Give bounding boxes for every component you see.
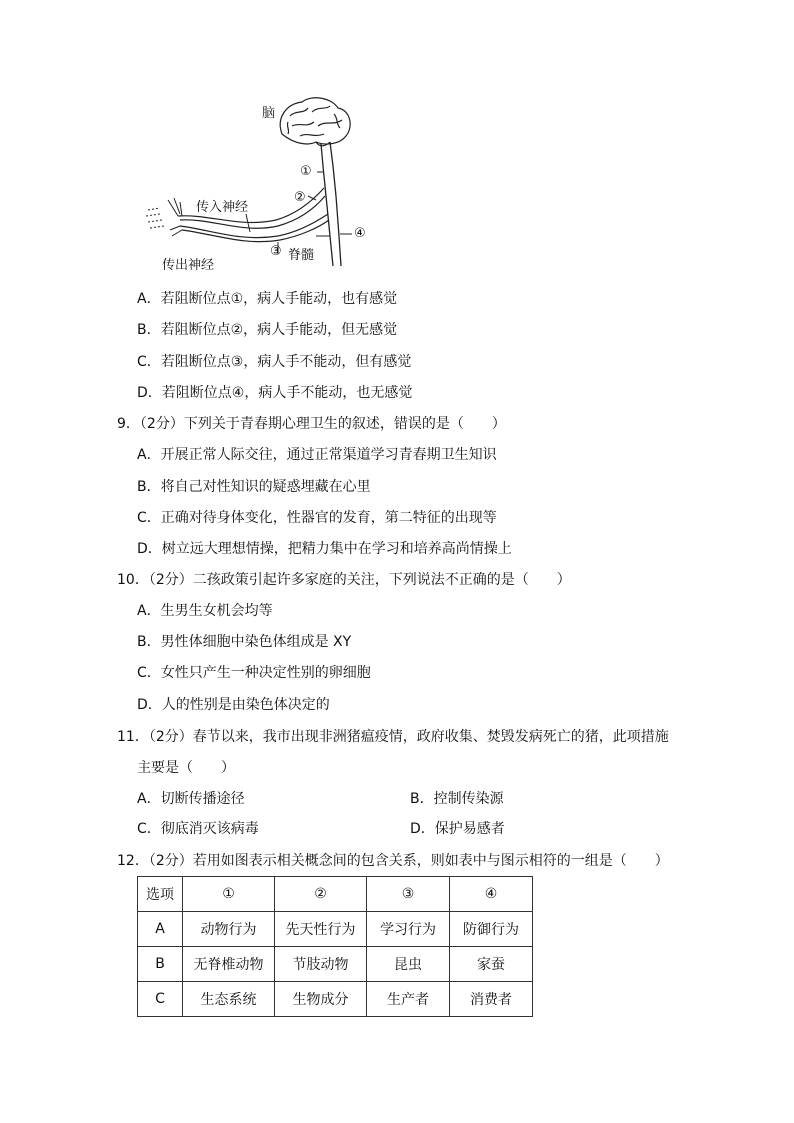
table-header-cell: 选项 xyxy=(138,877,183,912)
hand-illustration xyxy=(146,198,182,236)
table-cell: 生态系统 xyxy=(183,982,275,1017)
q10-stem: 10．（2分）二孩政策引起许多家庭的关注，下列说法不正确的是（ ） xyxy=(117,572,571,588)
q9-option-d: D．树立远大理想情操，把精力集中在学习和培养高尚情操上 xyxy=(137,541,512,557)
marker-4: ④ xyxy=(354,226,366,241)
marker-2: ② xyxy=(294,190,306,205)
q10-option-d: D．人的性别是由染色体决定的 xyxy=(137,697,330,713)
q11-option-d: D．保护易感者 xyxy=(410,821,505,837)
table-cell: 动物行为 xyxy=(183,912,275,947)
table-cell: 学习行为 xyxy=(367,912,450,947)
q8-option-a: A．若阻断位点①，病人手能动，也有感觉 xyxy=(137,291,398,307)
table-row xyxy=(138,982,533,1017)
label-spinal-cord: 脊髓 xyxy=(288,248,315,263)
table-cell: 防御行为 xyxy=(450,912,533,947)
table-cell: 无脊椎动物 xyxy=(183,947,275,982)
table-cell: 先天性行为 xyxy=(275,912,367,947)
table-row xyxy=(138,947,533,982)
q12-stem: 12．（2分）若用如图表示相关概念间的包含关系，则如表中与图示相符的一组是（ ） xyxy=(117,853,669,869)
table-cell: A xyxy=(138,912,183,947)
q9-option-b: B．将自己对性知识的疑惑埋藏在心里 xyxy=(137,479,371,495)
marker-3: ③ xyxy=(270,244,282,259)
label-afferent-nerve: 传入神经 xyxy=(196,200,249,215)
q9-option-c: C．正确对待身体变化，性器官的发育，第二特征的出现等 xyxy=(137,510,497,526)
q8-option-b: B．若阻断位点②，病人手能动，但无感觉 xyxy=(137,322,398,338)
q9-option-a: A．开展正常人际交往，通过正常渠道学习青春期卫生知识 xyxy=(137,447,497,463)
label-efferent-nerve: 传出神经 xyxy=(162,258,215,273)
q10-option-b: B．男性体细胞中染色体组成是 XY xyxy=(137,634,352,650)
q8-option-d: D．若阻断位点④，病人手不能动，也无感觉 xyxy=(137,385,413,401)
table-row xyxy=(138,912,533,947)
label-brain: 脑 xyxy=(262,106,276,121)
q11-stem-line1: 11．（2分）春节以来，我市出现非洲猪瘟疫情，政府收集、焚毁发病死亡的猪，此项措施 xyxy=(117,729,669,745)
table-cell: B xyxy=(138,947,183,982)
brain-illustration xyxy=(280,98,350,146)
q8-option-c: C．若阻断位点③，病人手不能动，但有感觉 xyxy=(137,354,412,370)
table-header-cell: ④ xyxy=(450,877,533,912)
q10-option-c: C．女性只产生一种决定性别的卵细胞 xyxy=(137,665,371,681)
table-cell: 家蚕 xyxy=(450,947,533,982)
q9-stem: 9．（2分）下列关于青春期心理卫生的叙述，错误的是（ ） xyxy=(117,416,506,432)
reflex-arc-diagram xyxy=(140,96,380,274)
q11-option-c: C．彻底消灭该病毒 xyxy=(137,821,259,837)
marker-1: ① xyxy=(300,164,312,179)
q11-option-b: B．控制传染源 xyxy=(410,791,504,807)
table-cell: 生物成分 xyxy=(275,982,367,1017)
table-header-cell: ③ xyxy=(367,877,450,912)
spinal-cord xyxy=(321,142,341,266)
q10-option-a: A．生男生女机会均等 xyxy=(137,603,273,619)
table-cell: 昆虫 xyxy=(367,947,450,982)
table-header-row xyxy=(138,877,533,912)
table-cell: C xyxy=(138,982,183,1017)
table-cell: 消费者 xyxy=(450,982,533,1017)
reflex-arc-figure xyxy=(140,96,380,274)
q11-option-a: A．切断传播途径 xyxy=(137,791,245,807)
table-header-cell: ② xyxy=(275,877,367,912)
q11-stem-line2: 主要是（ ） xyxy=(137,760,235,776)
table-cell: 节肢动物 xyxy=(275,947,367,982)
table-header-cell: ① xyxy=(183,877,275,912)
table-cell: 生产者 xyxy=(367,982,450,1017)
q12-concept-table xyxy=(137,876,533,1017)
